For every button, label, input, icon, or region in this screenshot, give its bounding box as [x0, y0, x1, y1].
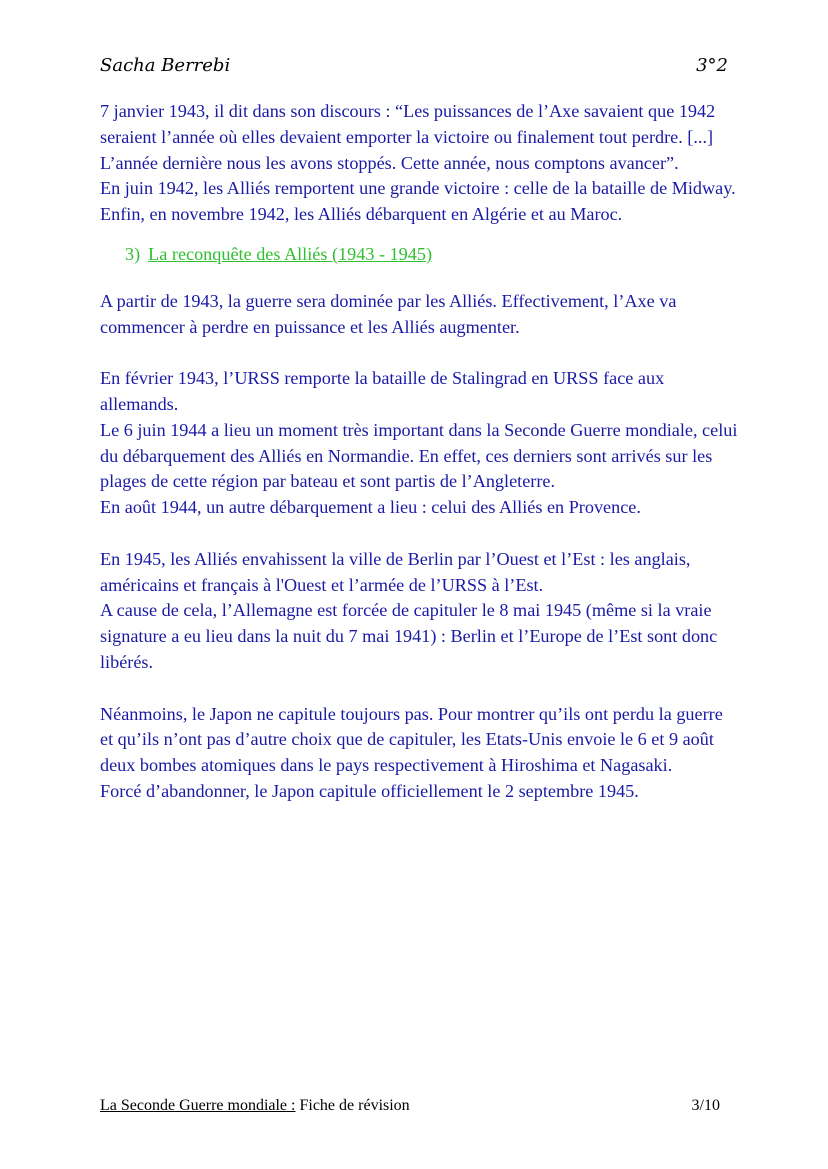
section-number: 3)	[125, 243, 141, 264]
class-label: 3°2	[696, 54, 728, 76]
paragraph: Le 6 juin 1944 a lieu un moment très important dans la Seconde Guerre mondiale, celui du débarquement des Alliés en Normandie. En effet, ces derniers sont arrivés sur les plages de cette région par bateau et sont partis de l’Angleterre.	[100, 419, 738, 492]
author-name: Sacha Berrebi	[100, 54, 231, 76]
paragraph-spacer	[100, 521, 740, 547]
footer-subtitle: Fiche de révision	[295, 1097, 410, 1114]
footer-title-underlined: La Seconde Guerre mondiale :	[100, 1097, 296, 1114]
footer-document-title	[100, 1097, 410, 1115]
paragraph-spacer	[100, 340, 740, 366]
page-number: 3/10	[691, 1097, 720, 1114]
page-header	[100, 50, 728, 80]
paragraph: A cause de cela, l’Allemagne est forcée de capituler le 8 mai 1945 (même si la vraie signature a eu lieu dans la nuit du 7 mai 1941) : Berlin et l’Europe de l’Est sont donc libérés.	[100, 600, 718, 672]
paragraph: Enfin, en novembre 1942, les Alliés débarquent en Algérie et au Maroc.	[100, 204, 623, 225]
paragraph: A partir de 1943, la guerre sera dominée par les Alliés. Effectivement, l’Axe va commencer à perdre en puissance et les Alliés augmenter.	[100, 290, 677, 337]
document-body	[100, 99, 740, 805]
paragraph: En 1945, les Alliés envahissent la ville de Berlin par l’Ouest et l’Est : les anglais, américains et français à l'Ouest et l’armée de l’URSS à l’Est.	[100, 548, 691, 595]
page-footer	[100, 1097, 720, 1115]
section-heading	[100, 242, 740, 268]
paragraph: Forcé d’abandonner, le Japon capitule officiellement le 2 septembre 1945.	[100, 780, 639, 801]
section-title: La reconquête des Alliés (1943 - 1945)	[148, 243, 432, 264]
paragraph: 7 janvier 1943, il dit dans son discours : “Les puissances de l’Axe savaient que 1942 seraient l’année où elles devaient emporter la victoire ou finalement tout perdre. [...] L’année dernière nous les avons stoppés. Cette année, nous comptons avancer”.	[100, 101, 716, 173]
paragraph: En février 1943, l’URSS remporte la bataille de Stalingrad en URSS face aux allemands.	[100, 368, 665, 414]
paragraph-spacer	[100, 676, 740, 702]
paragraph: En août 1944, un autre débarquement a lieu : celui des Alliés en Provence.	[100, 497, 641, 518]
paragraph: Néanmoins, le Japon ne capitule toujours pas. Pour montrer qu’ils ont perdu la guerre et qu’ils n’ont pas d’autre choix que de capituler, les Etats-Unis envoie le 6 et 9 août deux bombes atomiques dans le pays respectivement à Hiroshima et Nagasaki.	[100, 703, 723, 776]
paragraph: En juin 1942, les Alliés remportent une grande victoire : celle de la bataille de Midway.	[100, 178, 736, 199]
